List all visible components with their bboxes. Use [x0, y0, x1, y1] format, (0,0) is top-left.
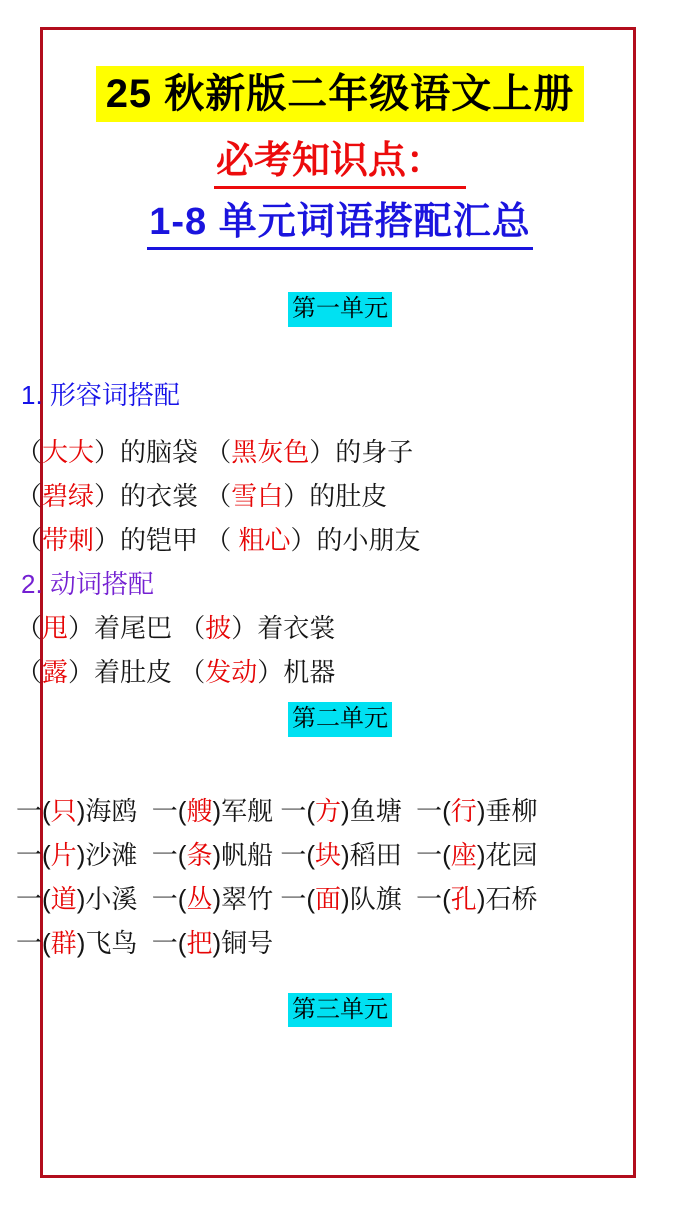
text-segment: 一(: [16, 839, 51, 870]
text-segment: （: [16, 480, 43, 511]
text-segment: )花园: [476, 839, 538, 870]
unit-section: [0, 702, 680, 965]
subtitle-blue-row: [0, 203, 680, 250]
collocation-word: 面: [315, 883, 342, 914]
unit-heading: 第二单元: [288, 702, 392, 737]
text-segment: ）着尾巴 （: [68, 612, 206, 643]
unit-heading-row: [0, 702, 680, 737]
text-segment: 一(: [16, 927, 51, 958]
collocation-word: 甩: [42, 612, 69, 643]
body-line: [16, 474, 670, 518]
collocation-word: 带刺: [42, 524, 95, 555]
collocation-word: 只: [50, 795, 77, 826]
text-segment: ）着肚皮 （: [68, 656, 206, 687]
collocation-word: 道: [50, 883, 77, 914]
text-segment: )小溪 一(: [76, 883, 187, 914]
collocation-word: 艘: [186, 795, 213, 826]
body-line: [16, 606, 670, 650]
text-segment: ）着衣裳: [231, 612, 336, 643]
text-segment: （: [16, 656, 43, 687]
text-segment: （: [16, 436, 43, 467]
text-segment: 一(: [16, 795, 51, 826]
page-title: 25 秋新版二年级语文上册: [96, 66, 585, 122]
collocation-word: 粗心: [238, 524, 291, 555]
group-label: 1. 形容词搭配: [21, 379, 180, 410]
collocation-word: 大大: [42, 436, 95, 467]
collocation-word: 块: [315, 839, 342, 870]
unit-section: [0, 292, 680, 694]
text-segment: )鱼塘 一(: [341, 795, 451, 826]
text-segment: ）的肚皮: [283, 480, 388, 511]
text-segment: ）的脑袋 （: [94, 436, 232, 467]
text-segment: 一(: [16, 883, 51, 914]
section-blocks: [0, 789, 680, 965]
section-blocks: [0, 373, 680, 694]
collocation-word: 群: [50, 927, 77, 958]
text-segment: )铜号: [212, 927, 274, 958]
body-line: [16, 833, 670, 877]
text-segment: )垂柳: [476, 795, 538, 826]
collocation-word: 碧绿: [42, 480, 95, 511]
text-segment: )翠竹 一(: [212, 883, 316, 914]
collocation-word: 孔: [450, 883, 477, 914]
body-line: [16, 518, 670, 562]
unit-heading-row: [0, 292, 680, 327]
group-label: 2. 动词搭配: [21, 568, 154, 599]
text-segment: )石桥: [476, 883, 538, 914]
body-line: [16, 921, 670, 965]
title-row: [0, 66, 680, 122]
text-segment: )沙滩 一(: [76, 839, 187, 870]
collocation-word: 披: [205, 612, 232, 643]
text-segment: )队旗 一(: [341, 883, 451, 914]
text-segment: ）机器: [257, 656, 336, 687]
collocation-word: 雪白: [231, 480, 284, 511]
subtitle-red-row: [0, 142, 680, 189]
collocation-word: 发动: [205, 656, 258, 687]
text-segment: )军舰 一(: [212, 795, 316, 826]
unit-heading: 第三单元: [288, 993, 392, 1028]
text-segment: ）的身子: [309, 436, 414, 467]
collocation-word: 片: [50, 839, 77, 870]
collocation-word: 黑灰色: [231, 436, 310, 467]
subtitle-blue: 1-8 单元词语搭配汇总: [147, 203, 532, 250]
collocation-word: 方: [315, 795, 342, 826]
collocation-word: 把: [186, 927, 213, 958]
body-line: [16, 430, 670, 474]
body-line: [16, 877, 670, 921]
unit-heading: 第一单元: [288, 292, 392, 327]
body-line: [16, 650, 670, 694]
sections: [0, 292, 680, 1027]
text-segment: ）的小朋友: [290, 524, 421, 555]
collocation-word: 条: [186, 839, 213, 870]
text-segment: )稻田 一(: [341, 839, 451, 870]
text-segment: ）的铠甲 （: [94, 524, 239, 555]
text-segment: )海鸥 一(: [76, 795, 187, 826]
collocation-word: 露: [42, 656, 69, 687]
collocation-word: 丛: [186, 883, 213, 914]
text-segment: )飞鸟 一(: [76, 927, 187, 958]
text-segment: ）的衣裳 （: [94, 480, 232, 511]
text-segment: )帆船 一(: [212, 839, 316, 870]
text-segment: （: [16, 612, 43, 643]
collocation-word: 座: [450, 839, 477, 870]
subtitle-red: 必考知识点：: [214, 142, 466, 189]
unit-section: [0, 993, 680, 1028]
collocation-word: 行: [450, 795, 477, 826]
body-line: [16, 789, 670, 833]
unit-heading-row: [0, 993, 680, 1028]
text-segment: （: [16, 524, 43, 555]
